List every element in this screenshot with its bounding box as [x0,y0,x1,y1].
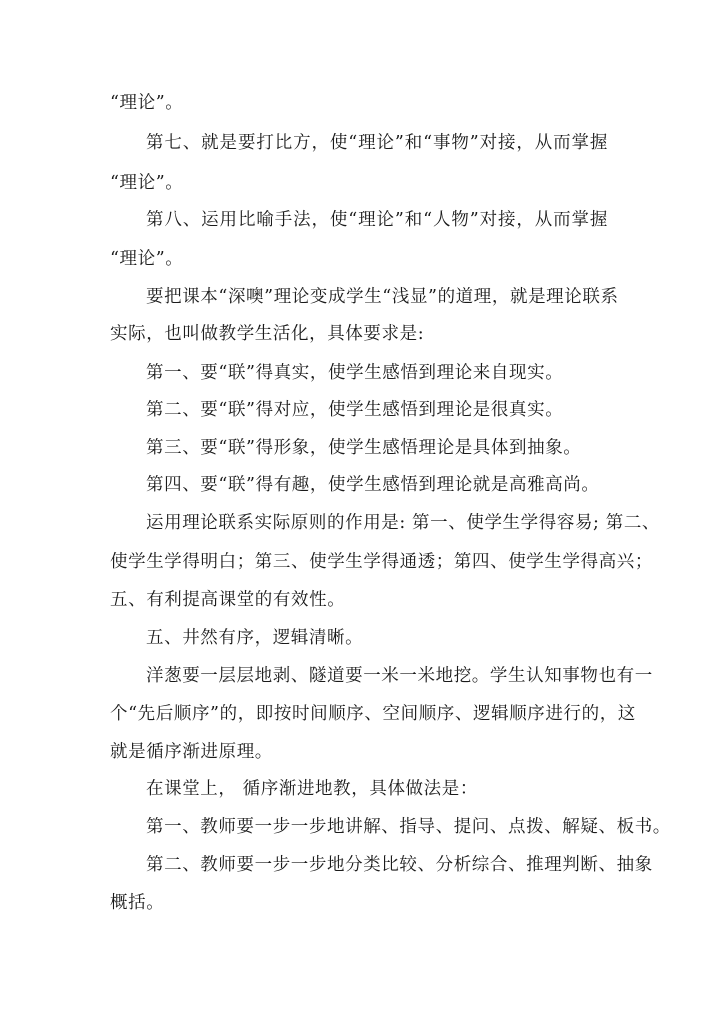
text-line-17: 个“先后顺序”的，即按时间顺序、空间顺序、逻辑顺序进行的，这 [110,704,636,724]
text-line-15: 五、井然有序，逻辑清晰。 [146,628,364,648]
text-line-4: 第八、运用比喻手法，使“理论”和“人物”对接，从而掌握 [146,210,608,230]
text-line-22: 概括。 [110,893,165,913]
text-line-2: 第七、就是要打比方，使“理论”和“事物”对接，从而掌握 [146,133,608,153]
text-line-13: 使学生学得明白；第三、使学生学得通透；第四、使学生学得高兴； [110,552,653,572]
text-line-14: 五、有利提高课堂的有效性。 [110,590,346,610]
text-line-11: 第四、要“联”得有趣，使学生感悟到理论就是高雅高尚。 [146,475,600,495]
text-line-6: 要把课本“深噢”理论变成学生“浅显”的道理，就是理论联系 [146,287,619,307]
text-line-3: “理论”。 [110,173,184,193]
text-line-18: 就是循序渐进原理。 [110,742,273,762]
text-line-12: 运用理论联系实际原则的作用是: 第一、使学生学得容易; 第二、 [146,513,661,533]
text-line-16: 洋葱要一层层地剥、隧道要一米一米地挖。学生认知事物也有一 [146,666,653,686]
text-line-19: 在课堂上， 循序渐进地教，具体做法是： [146,779,478,799]
text-line-5: “理论”。 [110,249,184,269]
text-line-8: 第一、要“联”得真实，使学生感悟到理论来自现实。 [146,363,564,383]
text-line-21: 第二、教师要一步一步地分类比较、分析综合、推理判断、抽象 [146,855,653,875]
text-line-1: “理论”。 [110,93,184,113]
text-line-9: 第二、要“联”得对应，使学生感悟到理论是很真实。 [146,400,564,420]
text-line-10: 第三、要“联”得形象，使学生感悟理论是具体到抽象。 [146,438,582,458]
text-line-7: 实际，也叫做教学生活化，具体要求是: [110,324,425,344]
text-line-20: 第一、教师要一步一步地讲解、指导、提问、点拨、解疑、板书。 [146,817,671,837]
